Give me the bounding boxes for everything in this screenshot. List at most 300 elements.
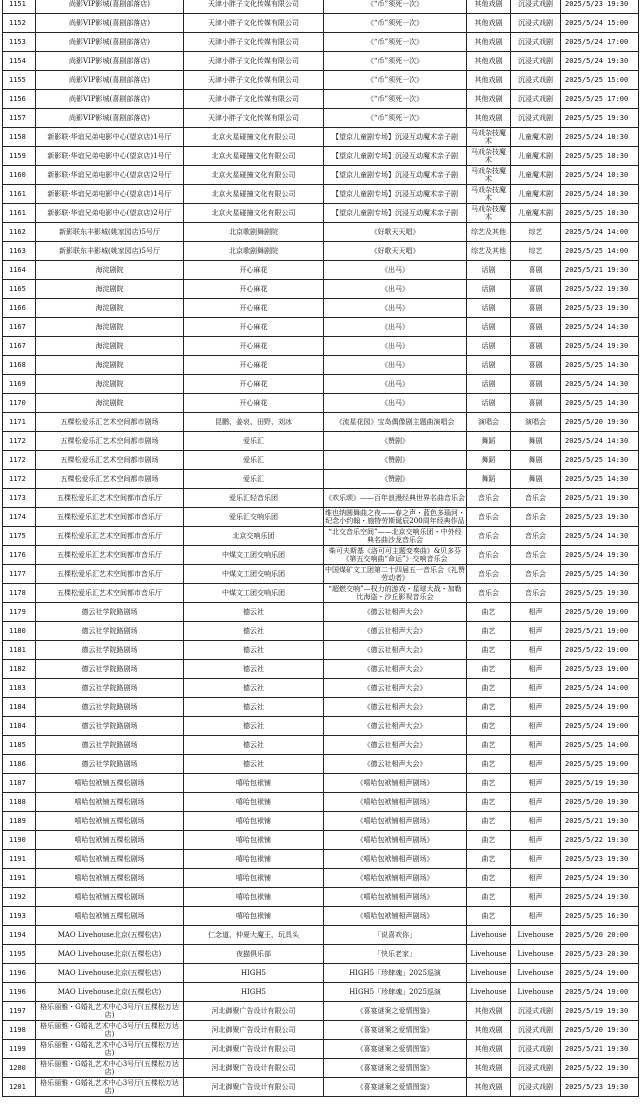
organizer-cell: 开心麻花	[184, 375, 324, 394]
organizer-cell: 德云社	[184, 603, 324, 622]
venue-cell: 尚影VIP影城(喜剧部落店)	[36, 14, 184, 33]
venue-cell: 尚影VIP影城(喜剧部落店)	[36, 90, 184, 109]
table-row	[3, 964, 639, 983]
organizer-cell: 天津小胖子文化传媒有限公司	[184, 71, 324, 90]
venue-cell: 五棵松爱乐汇艺术空间都市音乐厅	[36, 565, 184, 584]
table-row	[3, 299, 639, 318]
category-cell: 音乐会	[467, 489, 511, 508]
row-number-cell: 1201	[3, 1078, 36, 1097]
venue-cell: 五棵松爱乐汇艺术空间都市音乐厅	[36, 546, 184, 565]
subcategory-cell: 演唱会	[511, 413, 561, 432]
venue-cell: 海淀剧院	[36, 261, 184, 280]
organizer-cell: 天津小胖子文化传媒有限公司	[184, 90, 324, 109]
table-row	[3, 926, 639, 945]
datetime-cell: 2025/5/19 19:30	[561, 1002, 639, 1021]
datetime-cell: 2025/5/25 19:30	[561, 584, 639, 603]
category-cell: 其他戏剧	[467, 1059, 511, 1078]
datetime-cell: 2025/5/25 17:00	[561, 90, 639, 109]
subcategory-cell: 综艺	[511, 242, 561, 261]
row-number-cell: 1166	[3, 299, 36, 318]
datetime-cell: 2025/5/25 14:30	[561, 565, 639, 584]
show-title-cell: 【望京儿童剧专场】沉浸互动魔术亲子剧	[324, 128, 467, 147]
organizer-cell: 开心麻花	[184, 337, 324, 356]
organizer-cell: 昆鹏、姜哀、田野、刘冰	[184, 413, 324, 432]
show-title-cell: 《“币”须死一次》	[324, 71, 467, 90]
subcategory-cell: 沉浸式戏剧	[511, 90, 561, 109]
venue-cell: 新影联·华谊兄弟电影中心(望京店)1号厅	[36, 185, 184, 204]
table-row	[3, 337, 639, 356]
venue-cell: 德云社学院路剧场	[36, 698, 184, 717]
show-title-cell: 《“币”须死一次》	[324, 52, 467, 71]
row-number-cell: 1186	[3, 755, 36, 774]
organizer-cell: 仁念道、仲夏大魔王、玩具头	[184, 926, 324, 945]
row-number-cell: 1167	[3, 337, 36, 356]
show-title-cell: 【望京儿童剧专场】沉浸互动魔术亲子剧	[324, 147, 467, 166]
show-title-cell: 《嘻哈包袱铺相声剧场》	[324, 850, 467, 869]
venue-cell: 德云社学院路剧场	[36, 755, 184, 774]
table-row	[3, 280, 639, 299]
row-number-cell: 1184	[3, 717, 36, 736]
venue-cell: 德云社学院路剧场	[36, 679, 184, 698]
table-row	[3, 1040, 639, 1059]
category-cell: Livehouse	[467, 964, 511, 983]
table-row	[3, 603, 639, 622]
organizer-cell: 河北御聚广告设计有限公司	[184, 1078, 324, 1097]
datetime-cell: 2025/5/25 16:30	[561, 907, 639, 926]
row-number-cell: 1196	[3, 964, 36, 983]
table-body	[3, 0, 639, 1097]
subcategory-cell: 相声	[511, 679, 561, 698]
row-number-cell: 1157	[3, 109, 36, 128]
show-title-cell: 《喜宴谜案之爱情图鉴》	[324, 1040, 467, 1059]
venue-cell: MAO Livehouse北京(五棵松店)	[36, 983, 184, 1002]
row-number-cell: 1174	[3, 508, 36, 527]
row-number-cell: 1161	[3, 204, 36, 223]
category-cell: 综艺及其他	[467, 223, 511, 242]
category-cell: 曲艺	[467, 679, 511, 698]
row-number-cell: 1164	[3, 261, 36, 280]
table-row	[3, 413, 639, 432]
row-number-cell: 1162	[3, 223, 36, 242]
datetime-cell: 2025/5/25 15:00	[561, 71, 639, 90]
show-title-cell: 《德云社相声大会》	[324, 603, 467, 622]
row-number-cell: 1191	[3, 869, 36, 888]
venue-cell: 嘻哈包袱铺五棵松剧场	[36, 907, 184, 926]
category-cell: 话剧	[467, 356, 511, 375]
subcategory-cell: 音乐会	[511, 527, 561, 546]
category-cell: 话剧	[467, 299, 511, 318]
subcategory-cell: 相声	[511, 888, 561, 907]
table-row	[3, 508, 639, 527]
row-number-cell: 1184	[3, 698, 36, 717]
row-number-cell: 1181	[3, 641, 36, 660]
datetime-cell: 2025/5/23 20:30	[561, 945, 639, 964]
organizer-cell: 德云社	[184, 679, 324, 698]
category-cell: 舞蹈	[467, 470, 511, 489]
table-row	[3, 907, 639, 926]
table-row	[3, 527, 639, 546]
venue-cell: 新影联东丰影城(姚家园店)5号厅	[36, 242, 184, 261]
show-title-cell: 《出马》	[324, 318, 467, 337]
subcategory-cell: 沉浸式戏剧	[511, 14, 561, 33]
table-row	[3, 622, 639, 641]
datetime-cell: 2025/5/24 10:30	[561, 128, 639, 147]
datetime-cell: 2025/5/21 19:00	[561, 622, 639, 641]
row-number-cell: 1151	[3, 0, 36, 14]
venue-cell: 尚影VIP影城(喜剧部落店)	[36, 109, 184, 128]
venue-cell: 新影联·华谊兄弟电影中心(望京店)2号厅	[36, 166, 184, 185]
venue-cell: 德云社学院路剧场	[36, 641, 184, 660]
subcategory-cell: 音乐会	[511, 546, 561, 565]
category-cell: 其他戏剧	[467, 109, 511, 128]
category-cell: 话剧	[467, 375, 511, 394]
venue-cell: 德云社学院路剧场	[36, 660, 184, 679]
datetime-cell: 2025/5/25 14:00	[561, 736, 639, 755]
category-cell: 曲艺	[467, 812, 511, 831]
show-title-cell: 「快乐老家」	[324, 945, 467, 964]
datetime-cell: 2025/5/25 14:30	[561, 470, 639, 489]
venue-cell: 格乐丽雅・G婚礼艺术中心3号厅(五棵松万达店)	[36, 1040, 184, 1059]
row-number-cell: 1152	[3, 14, 36, 33]
datetime-cell: 2025/5/24 19:00	[561, 698, 639, 717]
show-title-cell: 《德云社相声大会》	[324, 736, 467, 755]
organizer-cell: 德云社	[184, 717, 324, 736]
category-cell: 音乐会	[467, 508, 511, 527]
table-row	[3, 33, 639, 52]
category-cell: Livehouse	[467, 983, 511, 1002]
category-cell: Livehouse	[467, 945, 511, 964]
table-row	[3, 1002, 639, 1021]
venue-cell: 德云社学院路剧场	[36, 603, 184, 622]
subcategory-cell: 喜剧	[511, 280, 561, 299]
venue-cell: 格乐丽雅・G婚礼艺术中心3号厅(五棵松万达店)	[36, 1021, 184, 1040]
category-cell: 马戏杂技魔术	[467, 147, 511, 166]
table-row	[3, 679, 639, 698]
subcategory-cell: 喜剧	[511, 318, 561, 337]
organizer-cell: 河北御聚广告设计有限公司	[184, 1002, 324, 1021]
row-number-cell: 1170	[3, 394, 36, 413]
category-cell: 曲艺	[467, 717, 511, 736]
organizer-cell: 北京歌剧舞剧院	[184, 223, 324, 242]
datetime-cell: 2025/5/24 15:00	[561, 14, 639, 33]
subcategory-cell: 相声	[511, 850, 561, 869]
show-title-cell: 《赞剧》	[324, 432, 467, 451]
venue-cell: MAO Livehouse北京(五棵松店)	[36, 964, 184, 983]
organizer-cell: 北京火星碰撞文化有限公司	[184, 185, 324, 204]
row-number-cell: 1167	[3, 318, 36, 337]
venue-cell: 海淀剧院	[36, 356, 184, 375]
subcategory-cell: 喜剧	[511, 337, 561, 356]
subcategory-cell: 喜剧	[511, 356, 561, 375]
datetime-cell: 2025/5/19 19:30	[561, 774, 639, 793]
row-number-cell: 1197	[3, 1002, 36, 1021]
category-cell: 演唱会	[467, 413, 511, 432]
datetime-cell: 2025/5/24 14:30	[561, 318, 639, 337]
organizer-cell: HIGH5	[184, 964, 324, 983]
organizer-cell: 爱乐汇轻音乐团	[184, 489, 324, 508]
venue-cell: 嘻哈包袱铺五棵松剧场	[36, 812, 184, 831]
subcategory-cell: 沉浸式戏剧	[511, 71, 561, 90]
datetime-cell: 2025/5/23 19:30	[561, 1078, 639, 1097]
datetime-cell: 2025/5/24 14:30	[561, 375, 639, 394]
show-title-cell: HIGH5「珍肆魂」2025巡演	[324, 964, 467, 983]
show-title-cell: 《嘻哈包袱铺相声剧场》	[324, 831, 467, 850]
row-number-cell: 1194	[3, 926, 36, 945]
organizer-cell: 河北御聚广告设计有限公司	[184, 1021, 324, 1040]
show-title-cell: 《德云社相声大会》	[324, 660, 467, 679]
show-title-cell: 《德云社相声大会》	[324, 622, 467, 641]
venue-cell: 五棵松爱乐汇艺术空间都市剧场	[36, 432, 184, 451]
datetime-cell: 2025/5/22 19:30	[561, 1059, 639, 1078]
category-cell: 曲艺	[467, 793, 511, 812]
category-cell: 其他戏剧	[467, 90, 511, 109]
venue-cell: 尚影VIP影城(喜剧部落店)	[36, 52, 184, 71]
table-row	[3, 109, 639, 128]
subcategory-cell: 沉浸式戏剧	[511, 1002, 561, 1021]
row-number-cell: 1192	[3, 888, 36, 907]
row-number-cell: 1195	[3, 945, 36, 964]
subcategory-cell: 音乐会	[511, 584, 561, 603]
table-row	[3, 831, 639, 850]
subcategory-cell: 儿童魔术剧	[511, 185, 561, 204]
organizer-cell: 天津小胖子文化传媒有限公司	[184, 0, 324, 14]
subcategory-cell: 综艺	[511, 223, 561, 242]
organizer-cell: 德云社	[184, 698, 324, 717]
show-title-cell: 《德云社相声大会》	[324, 641, 467, 660]
table-row	[3, 489, 639, 508]
show-title-cell: 《喜宴谜案之爱情图鉴》	[324, 1021, 467, 1040]
table-row	[3, 565, 639, 584]
show-title-cell: 【望京儿童剧专场】沉浸互动魔术亲子剧	[324, 185, 467, 204]
organizer-cell: 中煤文工团交响乐团	[184, 546, 324, 565]
show-title-cell: 《喜宴谜案之爱情图鉴》	[324, 1059, 467, 1078]
subcategory-cell: 相声	[511, 869, 561, 888]
table-row	[3, 14, 639, 33]
subcategory-cell: 相声	[511, 698, 561, 717]
show-title-cell: 《嘻哈包袱铺相声剧场》	[324, 793, 467, 812]
datetime-cell: 2025/5/22 19:30	[561, 831, 639, 850]
table-row	[3, 147, 639, 166]
table-row	[3, 812, 639, 831]
datetime-cell: 2025/5/24 19:00	[561, 964, 639, 983]
row-number-cell: 1171	[3, 413, 36, 432]
datetime-cell: 2025/5/25 19:30	[561, 109, 639, 128]
organizer-cell: 德云社	[184, 736, 324, 755]
category-cell: 其他戏剧	[467, 52, 511, 71]
venue-cell: 尚影VIP影城(喜剧部落店)	[36, 0, 184, 14]
table-row	[3, 641, 639, 660]
category-cell: 其他戏剧	[467, 1040, 511, 1059]
venue-cell: 新影联·华谊兄弟电影中心(望京店)1号厅	[36, 128, 184, 147]
venue-cell: 新影联东丰影城(姚家园店)5号厅	[36, 223, 184, 242]
organizer-cell: HIGH5	[184, 983, 324, 1002]
venue-cell: 五棵松爱乐汇艺术空间都市剧场	[36, 470, 184, 489]
organizer-cell: 中煤文工团交响乐团	[184, 565, 324, 584]
venue-cell: 嘻哈包袱铺五棵松剧场	[36, 831, 184, 850]
subcategory-cell: 沉浸式戏剧	[511, 0, 561, 14]
venue-cell: 五棵松爱乐汇艺术空间都市音乐厅	[36, 489, 184, 508]
show-title-cell: 《德云社相声大会》	[324, 717, 467, 736]
datetime-cell: 2025/5/25 14:00	[561, 242, 639, 261]
subcategory-cell: 喜剧	[511, 394, 561, 413]
subcategory-cell: 儿童魔术剧	[511, 128, 561, 147]
organizer-cell: 爱乐汇	[184, 432, 324, 451]
category-cell: 其他戏剧	[467, 71, 511, 90]
subcategory-cell: Livehouse	[511, 945, 561, 964]
datetime-cell: 2025/5/24 19:30	[561, 52, 639, 71]
row-number-cell: 1160	[3, 166, 36, 185]
datetime-cell: 2025/5/25 14:30	[561, 356, 639, 375]
table-row	[3, 261, 639, 280]
table-row	[3, 166, 639, 185]
row-number-cell: 1185	[3, 736, 36, 755]
table-row	[3, 869, 639, 888]
datetime-cell: 2025/5/24 10:30	[561, 166, 639, 185]
table-row	[3, 242, 639, 261]
venue-cell: 海淀剧院	[36, 337, 184, 356]
category-cell: 马戏杂技魔术	[467, 166, 511, 185]
datetime-cell: 2025/5/23 19:30	[561, 299, 639, 318]
table-row	[3, 1078, 639, 1097]
subcategory-cell: 相声	[511, 793, 561, 812]
venue-cell: 嘻哈包袱铺五棵松剧场	[36, 774, 184, 793]
category-cell: 马戏杂技魔术	[467, 185, 511, 204]
venue-cell: 嘻哈包袱铺五棵松剧场	[36, 869, 184, 888]
subcategory-cell: 沉浸式戏剧	[511, 52, 561, 71]
table-row	[3, 223, 639, 242]
table-row	[3, 698, 639, 717]
datetime-cell: 2025/5/24 17:00	[561, 33, 639, 52]
show-title-cell: 《出马》	[324, 299, 467, 318]
venue-cell: 五棵松爱乐汇艺术空间都市音乐厅	[36, 508, 184, 527]
datetime-cell: 2025/5/22 19:30	[561, 280, 639, 299]
table-row	[3, 451, 639, 470]
show-title-cell: 《“币”须死一次》	[324, 14, 467, 33]
table-row	[3, 774, 639, 793]
show-title-cell: 【望京儿童剧专场】沉浸互动魔术亲子剧	[324, 204, 467, 223]
subcategory-cell: 相声	[511, 907, 561, 926]
organizer-cell: 德云社	[184, 755, 324, 774]
row-number-cell: 1182	[3, 660, 36, 679]
row-number-cell: 1189	[3, 812, 36, 831]
organizer-cell: 嘻哈包袱铺	[184, 888, 324, 907]
row-number-cell: 1180	[3, 622, 36, 641]
subcategory-cell: 沉浸式戏剧	[511, 1021, 561, 1040]
venue-cell: 新影联·华谊兄弟电影中心(望京店)2号厅	[36, 204, 184, 223]
category-cell: 马戏杂技魔术	[467, 128, 511, 147]
table-row	[3, 888, 639, 907]
venue-cell: 格乐丽雅・G婚礼艺术中心3号厅(五棵松万达店)	[36, 1059, 184, 1078]
subcategory-cell: 沉浸式戏剧	[511, 1040, 561, 1059]
row-number-cell: 1200	[3, 1059, 36, 1078]
organizer-cell: 北京火星碰撞文化有限公司	[184, 147, 324, 166]
organizer-cell: 河北御聚广告设计有限公司	[184, 1040, 324, 1059]
show-title-cell: HIGH5「珍肆魂」2025巡演	[324, 983, 467, 1002]
show-title-cell: 《嘻哈包袱铺相声剧场》	[324, 888, 467, 907]
row-number-cell: 1175	[3, 527, 36, 546]
subcategory-cell: 喜剧	[511, 375, 561, 394]
venue-cell: 海淀剧院	[36, 375, 184, 394]
venue-cell: 德云社学院路剧场	[36, 622, 184, 641]
subcategory-cell: 音乐会	[511, 565, 561, 584]
table-row	[3, 736, 639, 755]
table-row	[3, 356, 639, 375]
table-row	[3, 0, 639, 14]
organizer-cell: 天津小胖子文化传媒有限公司	[184, 52, 324, 71]
category-cell: 曲艺	[467, 660, 511, 679]
datetime-cell: 2025/5/24 19:30	[561, 869, 639, 888]
row-number-cell: 1177	[3, 565, 36, 584]
subcategory-cell: 相声	[511, 717, 561, 736]
show-title-cell: 《“币”须死一次》	[324, 0, 467, 14]
venue-cell: 五棵松爱乐汇艺术空间都市剧场	[36, 413, 184, 432]
row-number-cell: 1159	[3, 147, 36, 166]
venue-cell: 海淀剧院	[36, 318, 184, 337]
organizer-cell: 爱乐汇交响乐团	[184, 508, 324, 527]
venue-cell: 海淀剧院	[36, 280, 184, 299]
row-number-cell: 1199	[3, 1040, 36, 1059]
subcategory-cell: 沉浸式戏剧	[511, 33, 561, 52]
datetime-cell: 2025/5/24 19:30	[561, 337, 639, 356]
datetime-cell: 2025/5/25 14:30	[561, 451, 639, 470]
show-title-cell: “超燃交响”—权力的游戏・星球大战・加勒比海盗・沙丘影视音乐会	[324, 584, 467, 603]
row-number-cell: 1198	[3, 1021, 36, 1040]
show-title-cell: 《喜宴谜案之爱情图鉴》	[324, 1002, 467, 1021]
row-number-cell: 1155	[3, 71, 36, 90]
datetime-cell: 2025/5/23 19:00	[561, 660, 639, 679]
subcategory-cell: 相声	[511, 736, 561, 755]
table-row	[3, 128, 639, 147]
show-title-cell: 维也纳圆舞曲之夜——春之声・蓝色多瑙河・纪念小约翰・施特劳斯诞辰200周年经典作品	[325, 509, 465, 525]
subcategory-cell: 相声	[511, 603, 561, 622]
row-number-cell: 1190	[3, 831, 36, 850]
organizer-cell: 开心麻花	[184, 394, 324, 413]
table-row	[3, 983, 639, 1002]
row-number-cell: 1161	[3, 185, 36, 204]
category-cell: 马戏杂技魔术	[467, 204, 511, 223]
category-cell: 话剧	[467, 280, 511, 299]
category-cell: 话剧	[467, 394, 511, 413]
row-number-cell: 1183	[3, 679, 36, 698]
row-number-cell: 1165	[3, 280, 36, 299]
venue-cell: 海淀剧院	[36, 299, 184, 318]
category-cell: 其他戏剧	[467, 0, 511, 14]
row-number-cell: 1163	[3, 242, 36, 261]
datetime-cell: 2025/5/25 10:30	[561, 147, 639, 166]
datetime-cell: 2025/5/24 19:30	[561, 546, 639, 565]
datetime-cell: 2025/5/24 14:30	[561, 527, 639, 546]
show-title-cell: 《出马》	[324, 261, 467, 280]
organizer-cell: 嘻哈包袱铺	[184, 869, 324, 888]
category-cell: 舞蹈	[467, 432, 511, 451]
row-number-cell: 1179	[3, 603, 36, 622]
table-row	[3, 318, 639, 337]
organizer-cell: 嘻哈包袱铺	[184, 774, 324, 793]
subcategory-cell: 舞剧	[511, 451, 561, 470]
subcategory-cell: 音乐会	[511, 489, 561, 508]
category-cell: 曲艺	[467, 755, 511, 774]
venue-cell: 尚影VIP影城(喜剧部落店)	[36, 33, 184, 52]
organizer-cell: 开心麻花	[184, 280, 324, 299]
show-title-cell: “北交音乐空间”——北京交响乐团・中外经典名曲沙龙音乐会	[324, 527, 467, 546]
show-title-cell: 《出马》	[324, 394, 467, 413]
table-row	[3, 793, 639, 812]
table-row	[3, 71, 639, 90]
venue-cell: MAO Livehouse北京(五棵松店)	[36, 926, 184, 945]
datetime-cell: 2025/5/21 19:30	[561, 1040, 639, 1059]
subcategory-cell: 舞剧	[511, 432, 561, 451]
venue-cell: 嘻哈包袱铺五棵松剧场	[36, 888, 184, 907]
